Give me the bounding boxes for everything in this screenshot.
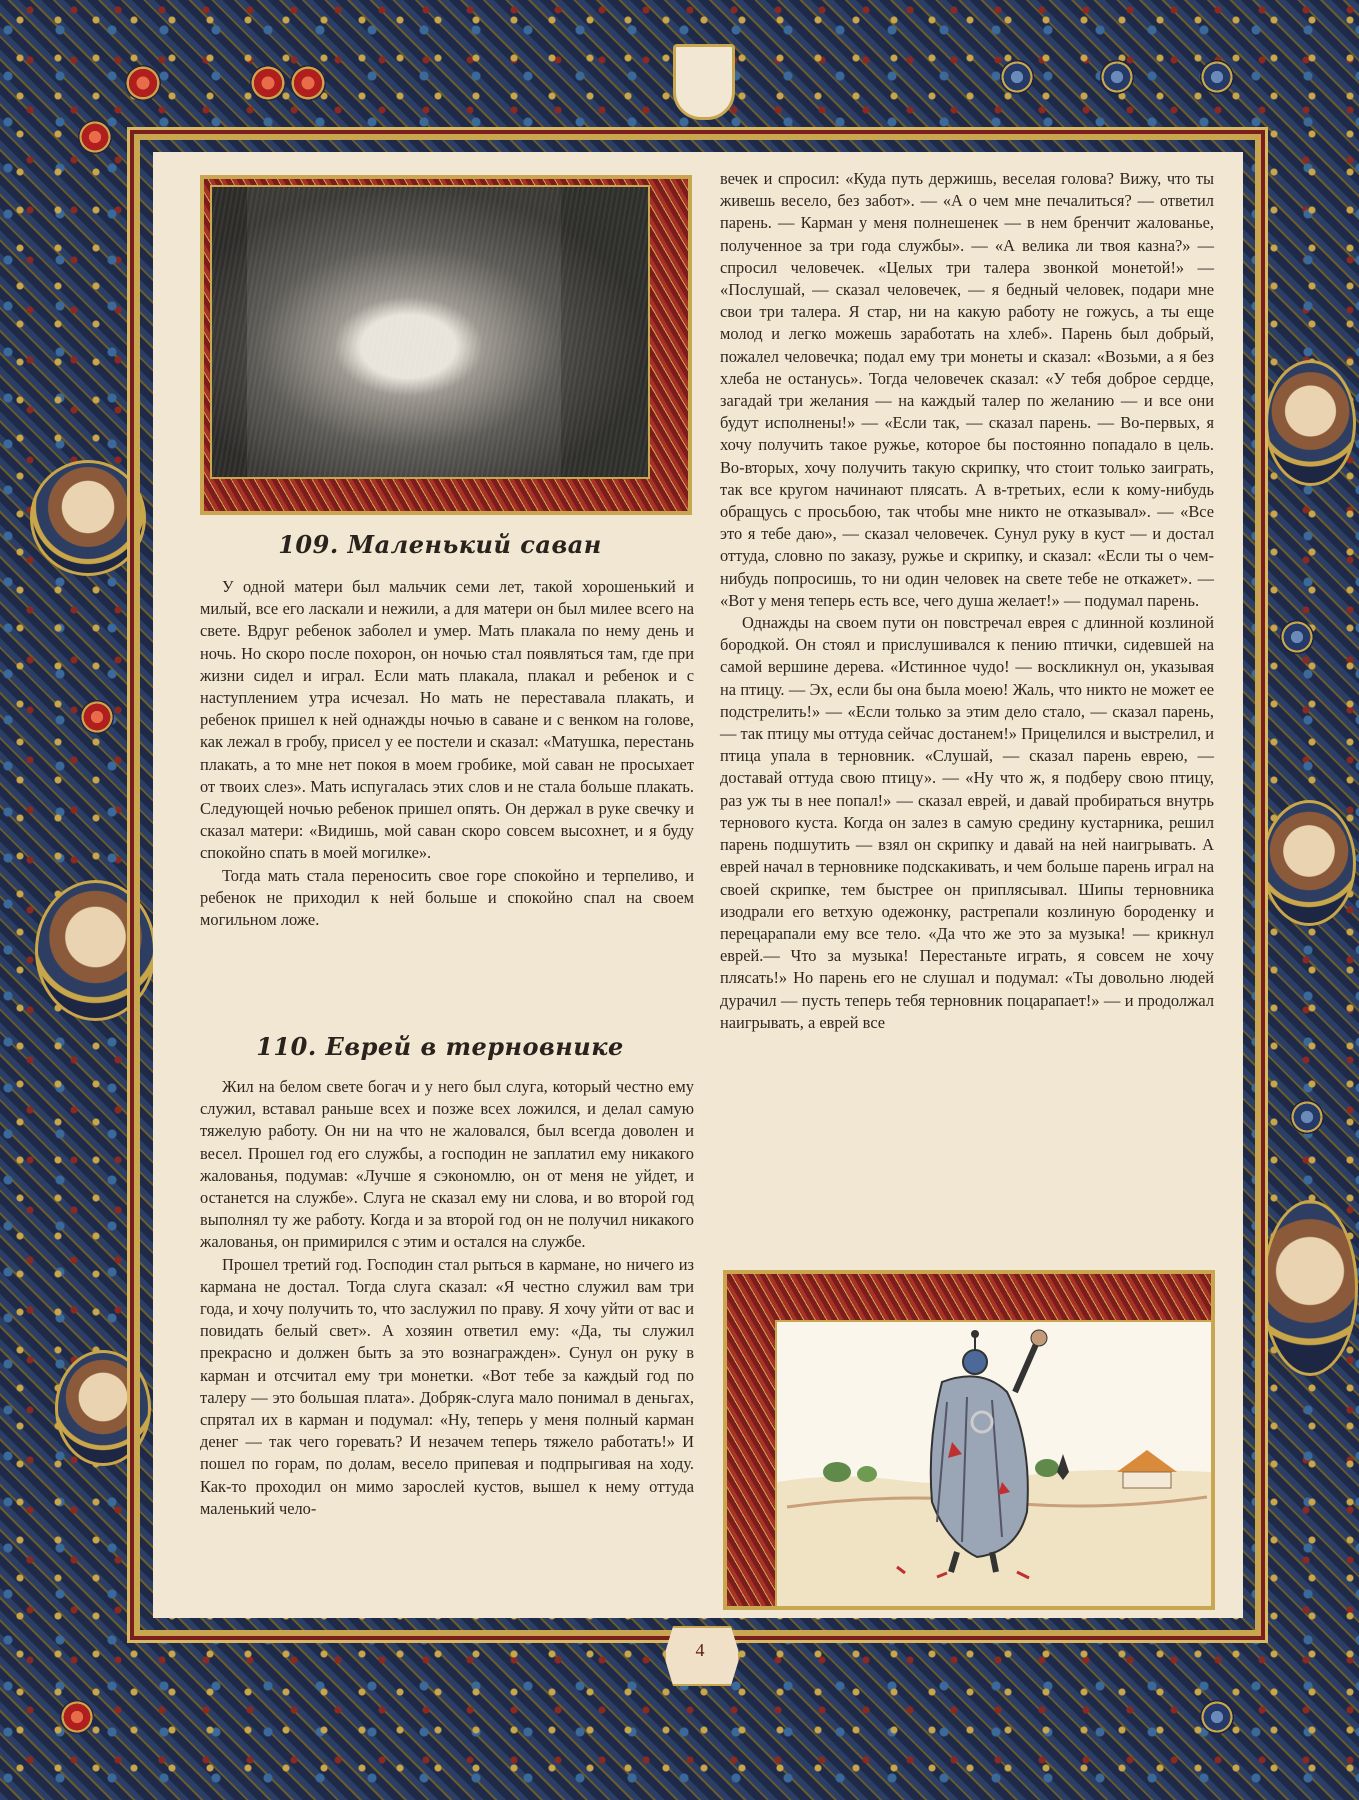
border-medallion xyxy=(1280,620,1314,654)
ragged-figure-drawing xyxy=(777,1322,1211,1606)
border-medallion xyxy=(125,65,161,101)
tale-109-title: 109. Маленький саван xyxy=(278,530,602,559)
portrait-medallion xyxy=(1265,360,1356,486)
tale-110-right-column xyxy=(720,168,1214,1034)
portrait-medallion xyxy=(1262,1200,1358,1376)
border-medallion xyxy=(1200,60,1234,94)
illustration-shroud xyxy=(200,175,692,515)
engraving-mother-and-child xyxy=(210,185,650,479)
tale-109-text xyxy=(200,576,694,931)
border-medallion xyxy=(60,1700,94,1734)
tale-110-paragraph: Прошел третий год. Господин стал рыться в кармане, но ничего из кармана не достал. Тогда слуга сказал: «Я честно служил вам три года, и хочу получить то, что заслужил по праву. Я хочу уйти от вас и повидать белый свет». А хозяин ответил ему: «Да, ты служил прекрасно и должен быть за это вознагражден». Сунул он руку в карман и отсчитал ему три монетки. «Вот тебе за каждый год по талеру — это большая плата». Добряк-слуга мало понимал в деньгах, спрятал их в карман и подумал: «Ну, теперь у меня полный карман денег — так чего горевать? И незачем теперь тяжело работать!» И пошел по горам, по долам, весело припевая и подпрыгивая на ходу. Как-то проходил он мимо зарослей кустов, вышел к нему оттуда маленький чело- xyxy=(200,1254,694,1518)
tale-110-paragraph: вечек и спросил: «Куда путь держишь, веселая голова? Вижу, что ты живешь весело, без забот». — «А о чем мне печалиться? — ответил парень. — Карман у меня полнешенек — в нем бренчит жалованье, полученное за три года службы». — «А велика ли твоя казна?» — спросил человечек. «Целых три талера звонкой монетой!» — «Послушай, — сказал человечек, — я бедный человек, подари мне свои три талера. Я стар, ни на какую работу не гожусь, а ты еще молод и легко можешь заработать на хлеб». Парень был добрый, пожалел человечка; подал ему три монеты и сказал: «Возьми, а я без хлеба не останусь». Тогда человечек сказал: «У тебя доброе сердце, загадай три желания — на каждый талер по желанию — и все они будут исполнены!» — «Если так, — сказал парень. — Во-первых, я хочу получить такое ружье, которое бы постоянно попадало в цель. Во-вторых, хочу получить такую скрипку, что стоит только заиграть, так все кругом начинают плясать. А в-третьих, если к кому-нибудь обращусь с просьбою, так чтобы мне никто не отказывал». — «Все это я тебе даю», — сказал человечек. Сунул руку в куст — и достал оттуда, словно по заказу, ружье и скрипку, и сказал: «Если ты о чем-нибудь попросишь, то ни один человек на свете тебе не откажет». — «Вот у меня теперь есть все, чего душа желает!» — подумал парень. xyxy=(720,169,1214,610)
drawing-ragged-figure xyxy=(775,1320,1213,1608)
portrait-medallion xyxy=(30,460,146,576)
portrait-medallion xyxy=(35,880,156,1021)
portrait-medallion xyxy=(55,1350,151,1466)
tale-110-left-column xyxy=(200,1076,694,1520)
tale-109-paragraph: У одной матери был мальчик семи лет, такой хорошенький и милый, все его ласкали и нежили, а для матери он был милее всего на свете. Вдруг ребенок заболел и умер. Мать плакала по нему день и ночь. Но скоро после похорон, он ночью стал появляться там, где при жизни сидел и играл. Если мать плакала, плакал и ребенок и с наступлением утра исчезал. Но мать не переставала плакать, и ребенок пришел к ней однажды ночью в саване и с венком на голове, как лежал в гробу, присел у ее постели и сказал: «Матушка, перестань плакать, а то мне нет покоя в моем гробике, мой саван не просыхает от твоих слез». Мать испугалась этих слов и не стала больше плакать. Следующей ночью ребенок пришел опять. Он держал в руке свечку и сказал матери: «Видишь, мой саван скоро совсем высохнет, и я буду спокойно спать в моей могилке». xyxy=(200,577,694,863)
tale-110-title: 110. Еврей в терновнике xyxy=(256,1032,624,1061)
illustration-jew-in-thornbush xyxy=(723,1270,1215,1610)
border-medallion xyxy=(1200,1700,1234,1734)
page-number: 4 xyxy=(695,1640,705,1660)
tale-109-paragraph: Тогда мать стала переносить свое горе спокойно и терпеливо, и ребенок не приходил к ней больше и спокойно спал на своем могильном ложе. xyxy=(200,865,694,930)
tale-110-paragraph: Жил на белом свете богач и у него был слуга, который честно ему служил, вставал раньше всех и позже всех ложился, и делал самую тяжелую работу. Он ни на что не жаловался, был всегда доволен и весел. Прошел год его службы, а господин не заплатил ему никакого жалованья, подумав: «Лучше я сэкономлю, он от меня не уйдет, и останется на службе». Слуга не сказал ему ни слова, и во второй год выполнял ту же работу. Когда и за второй год он не получил никакого жалованья, он примирился с этим и остался на службе. xyxy=(200,1077,694,1252)
border-medallion xyxy=(250,65,286,101)
tale-110-paragraph: Однажды на своем пути он повстречал еврея с длинной козлиной бородкой. Он стоял и прислушивался к пению птички, сидевшей на самой вершине дерева. «Истинное чудо! — воскликнул он, указывая на птицу. — Эх, если бы она была моею! Жаль, что никто не может ее подстрелить!» — «Если только за этим дело стало, — сказал парень, — так птицу мы оттуда сейчас достанем!» Прицелился и выстрелил, и птица упала в терновник. «Слушай, — сказал парень еврею, — доставай оттуда свою птицу». — «Ну что ж, я подберу свою птицу, раз уж ты в нее попал!» — сказал еврей, и давай пробираться внутрь тернового куста. Когда он залез в самую средину кустарника, решил парень подшутить — взял он скрипку и давай на ней наигрывать. А еврей начал в терновнике подскакивать, и чем больше парень играл на своей скрипке, тем быстрее он приплясывал. Шипы терновника изодрали его ветхую одежонку, растрепали козлиную бороденку и перецарапали ему все тело. «Да что же это за музыка! — крикнул еврей.— Что за музыка! Перестаньте играть, я совсем не хочу плясать!» Но парень его не слушал и подумал: «Ты довольно людей дурачил — пусть теперь тебя терновник поцарапает!» — и продолжал наигрывать, а еврей все xyxy=(720,613,1214,1032)
border-medallion xyxy=(80,700,114,734)
border-medallion xyxy=(1100,60,1134,94)
border-medallion xyxy=(1000,60,1034,94)
top-shield-ornament xyxy=(673,44,735,120)
border-medallion xyxy=(290,65,326,101)
border-medallion xyxy=(1290,1100,1324,1134)
border-medallion xyxy=(78,120,112,154)
portrait-medallion xyxy=(1262,800,1356,926)
